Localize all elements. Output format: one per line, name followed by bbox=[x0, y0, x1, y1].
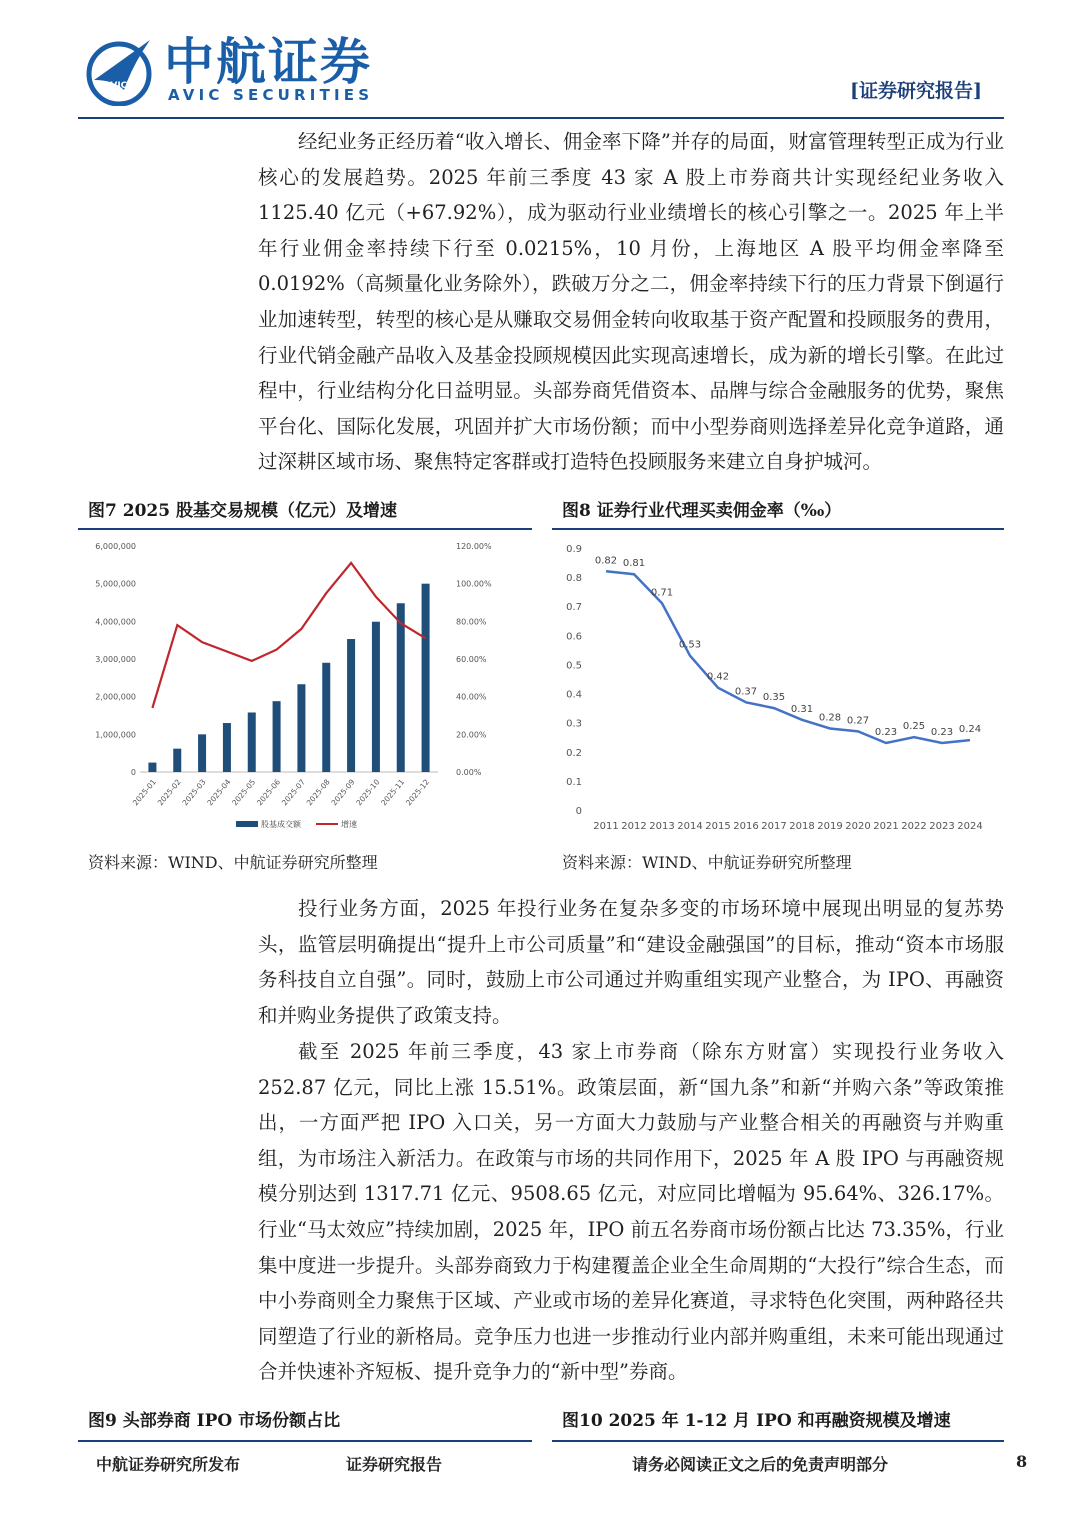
right-tick-label: 40.00% bbox=[456, 692, 487, 702]
bar-2025-03 bbox=[198, 734, 206, 772]
right-tick-label: 60.00% bbox=[456, 655, 487, 664]
footer-disclaimer: 请务必阅读正文之后的免责声明部分 bbox=[632, 1455, 889, 1474]
data-label: 0.23 bbox=[874, 727, 898, 739]
fig8-chart bbox=[552, 532, 1004, 842]
x-tick-label: 2025-10 bbox=[354, 777, 382, 808]
right-tick-label: 100.00% bbox=[456, 579, 492, 589]
left-tick-label: 2,000,000 bbox=[95, 692, 136, 702]
bar-2025-11 bbox=[397, 603, 405, 772]
x-tick-label: 2025-05 bbox=[230, 777, 258, 808]
x-tick-label: 2016 bbox=[733, 821, 759, 832]
y-tick-label: 0.5 bbox=[566, 660, 582, 672]
x-tick-label: 2025-07 bbox=[279, 777, 307, 808]
fig9-title: 图9 头部券商 IPO 市场份额占比 bbox=[88, 1411, 341, 1431]
y-tick-label: 0.8 bbox=[566, 573, 582, 585]
y-tick-label: 0.4 bbox=[566, 689, 582, 701]
x-tick-label: 2015 bbox=[705, 821, 731, 832]
data-label: 0.23 bbox=[930, 727, 954, 739]
report-tag: [证券研究报告] bbox=[850, 80, 982, 102]
header-rule bbox=[78, 117, 1004, 119]
logo-badge: AVIC bbox=[104, 81, 128, 91]
x-tick-label: 2018 bbox=[789, 821, 815, 832]
left-tick-label: 0 bbox=[130, 768, 136, 777]
right-tick-label: 80.00% bbox=[456, 617, 487, 627]
x-tick-label: 2014 bbox=[677, 821, 703, 832]
legend-swatch-bar bbox=[236, 821, 258, 827]
paragraph-ibanking-policy: 投行业务方面，2025 年投行业务在复杂多变的市场环境中展现出明显的复苏势头，监管层明确提出“提升上市公司质量”和“建设金融强国”的目标，推动“资本市场服务科技自立自强”。同时，鼓励上市公司通过并购重组实现产业整合，为 IPO、再融资和并购业务提供了政策支持。 bbox=[258, 897, 1004, 1027]
bar-2025-12 bbox=[422, 584, 430, 772]
bar-2025-08 bbox=[322, 663, 330, 772]
x-tick-label: 2021 bbox=[873, 821, 899, 832]
bar-2025-07 bbox=[297, 684, 305, 772]
x-tick-label: 2011 bbox=[593, 821, 619, 832]
x-tick-label: 2022 bbox=[901, 821, 927, 832]
data-label: 0.53 bbox=[678, 639, 702, 651]
x-tick-label: 2025-12 bbox=[404, 777, 432, 808]
bar-2025-01 bbox=[148, 763, 156, 772]
x-tick-label: 2025-08 bbox=[304, 777, 332, 808]
left-tick-label: 3,000,000 bbox=[95, 655, 136, 664]
data-label: 0.27 bbox=[846, 715, 870, 727]
y-tick-label: 0.9 bbox=[566, 544, 582, 555]
x-tick-label: 2017 bbox=[761, 821, 787, 832]
paragraph-ibanking-results: 截至 2025 年前三季度，43 家上市券商（除东方财富）实现投行业务收入 252.87 亿元，同比上涨 15.51%。政策层面，新“国九条”和新“并购六条”等政策推出，一方面严把 IPO 入口关，另一方面大力鼓励与产业整合相关的再融资与并购重组，为市场注入新活力。在政策与市场的共同作用下，2025 年 A 股 IPO 与再融资规模分别达到 1317.71 亿元、9508.65 亿元，对应同比增幅为 95.64%、326.17%。行业“马太效应”持续加剧，2025 年，IPO 前五名券商市场份额占比达 73.35%，行业集中度进一步提升。头部券商致力于构建覆盖企业全生命周期的“大投行”综合生态，而中小券商则全力聚焦于区域、产业或市场的差异化赛道，寻求特色化突围，两种路径共同塑造了行业的新格局。竞争压力也进一步推动行业内部并购重组，未来可能出现通过合并快速补齐短板、提升竞争力的“新中型”券商。 bbox=[258, 1040, 1004, 1384]
right-tick-label: 120.00% bbox=[456, 542, 492, 551]
fig9-rule bbox=[78, 1440, 532, 1442]
y-tick-label: 0 bbox=[575, 806, 582, 817]
bar-2025-05 bbox=[248, 712, 256, 772]
paragraph-brokerage: 经纪业务正经历着“收入增长、佣金率下降”并存的局面，财富管理转型正成为行业核心的发展趋势。2025 年前三季度 43 家 A 股上市券商共计实现经纪业务收入 1125.40 亿元（+67.92%），成为驱动行业业绩增长的核心引擎之一。2025 年上半年行业佣金率持续下行至 0.0215%，10 月份，上海地区 A 股平均佣金率降至 0.0192%（高频量化业务除外），跌破万分之二，佣金率持续下行的压力背景下倒逼行业加速转型，转型的核心是从赚取交易佣金转向收取基于资产配置和投顾服务的费用，行业代销金融产品收入及基金投顾规模因此实现高速增长，成为新的增长引擎。在此过程中，行业结构分化日益明显。头部券商凭借资本、品牌与综合金融服务的优势，聚焦平台化、国际化发展，巩固并扩大市场份额；而中小型券商则选择差异化竞争道路，通过深耕区域市场、聚焦特定客群或打造特色投顾服务来建立自身护城河。 bbox=[258, 130, 1004, 474]
x-tick-label: 2025-11 bbox=[379, 777, 407, 808]
bar-2025-10 bbox=[372, 622, 380, 772]
data-label: 0.82 bbox=[594, 555, 618, 567]
left-tick-label: 6,000,000 bbox=[95, 542, 136, 551]
y-tick-label: 0.6 bbox=[566, 631, 582, 643]
y-tick-label: 0.3 bbox=[566, 718, 582, 730]
x-tick-label: 2025-04 bbox=[205, 777, 233, 808]
data-label: 0.35 bbox=[762, 692, 786, 704]
fig7-rule bbox=[78, 528, 532, 530]
x-tick-label: 2024 bbox=[957, 821, 983, 832]
fig7-title: 图7 2025 股基交易规模（亿元）及增速 bbox=[88, 501, 397, 521]
bar-2025-04 bbox=[223, 723, 231, 772]
right-tick-label: 0.00% bbox=[456, 768, 482, 777]
bar-2025-06 bbox=[273, 701, 281, 772]
data-label: 0.81 bbox=[622, 558, 646, 570]
data-label: 0.37 bbox=[734, 686, 758, 698]
x-tick-label: 2025-01 bbox=[130, 777, 158, 808]
company-logo-text: 中航证券 bbox=[164, 33, 372, 91]
x-tick-label: 2025-06 bbox=[255, 777, 283, 808]
avic-logo-icon bbox=[84, 36, 154, 106]
fig7-source: 资料来源：WIND、中航证券研究所整理 bbox=[88, 853, 378, 872]
footer-report-type: 证券研究报告 bbox=[346, 1455, 443, 1474]
footer-publisher: 中航证券研究所发布 bbox=[96, 1455, 241, 1474]
legend-label-bar: 股基成交额 bbox=[261, 820, 301, 829]
data-label: 0.24 bbox=[958, 724, 982, 736]
fig7-chart bbox=[78, 532, 532, 842]
x-tick-label: 2013 bbox=[649, 821, 675, 832]
fig8-rule bbox=[552, 528, 1004, 530]
x-tick-label: 2025-03 bbox=[180, 777, 208, 808]
x-tick-label: 2023 bbox=[929, 821, 955, 832]
growth-line bbox=[152, 563, 425, 708]
legend-label-line: 增速 bbox=[341, 820, 357, 829]
company-logo-en: AVIC SECURITIES bbox=[168, 86, 374, 104]
left-tick-label: 4,000,000 bbox=[95, 617, 136, 627]
data-label: 0.25 bbox=[902, 721, 926, 733]
x-tick-label: 2025-02 bbox=[155, 777, 183, 808]
y-tick-label: 0.7 bbox=[566, 602, 582, 614]
fig10-title: 图10 2025 年 1-12 月 IPO 和再融资规模及增速 bbox=[562, 1411, 951, 1431]
left-tick-label: 5,000,000 bbox=[95, 579, 136, 589]
bar-2025-09 bbox=[347, 639, 355, 772]
fig8-title: 图8 证券行业代理买卖佣金率（‰） bbox=[562, 501, 842, 521]
x-tick-label: 2012 bbox=[621, 821, 647, 832]
fig10-rule bbox=[552, 1440, 1004, 1442]
right-tick-label: 20.00% bbox=[456, 730, 487, 740]
x-tick-label: 2025-09 bbox=[329, 777, 357, 808]
x-tick-label: 2020 bbox=[845, 821, 871, 832]
fig8-source: 资料来源：WIND、中航证券研究所整理 bbox=[562, 853, 852, 872]
y-tick-label: 0.1 bbox=[566, 776, 582, 788]
x-tick-label: 2019 bbox=[817, 821, 843, 832]
data-label: 0.28 bbox=[818, 712, 842, 724]
data-label: 0.42 bbox=[706, 671, 730, 683]
data-label: 0.31 bbox=[790, 703, 814, 715]
left-tick-label: 1,000,000 bbox=[95, 730, 136, 740]
bar-2025-02 bbox=[173, 749, 181, 772]
data-label: 0.71 bbox=[650, 587, 674, 599]
page-number: 8 bbox=[1016, 1452, 1028, 1471]
y-tick-label: 0.2 bbox=[566, 747, 582, 759]
